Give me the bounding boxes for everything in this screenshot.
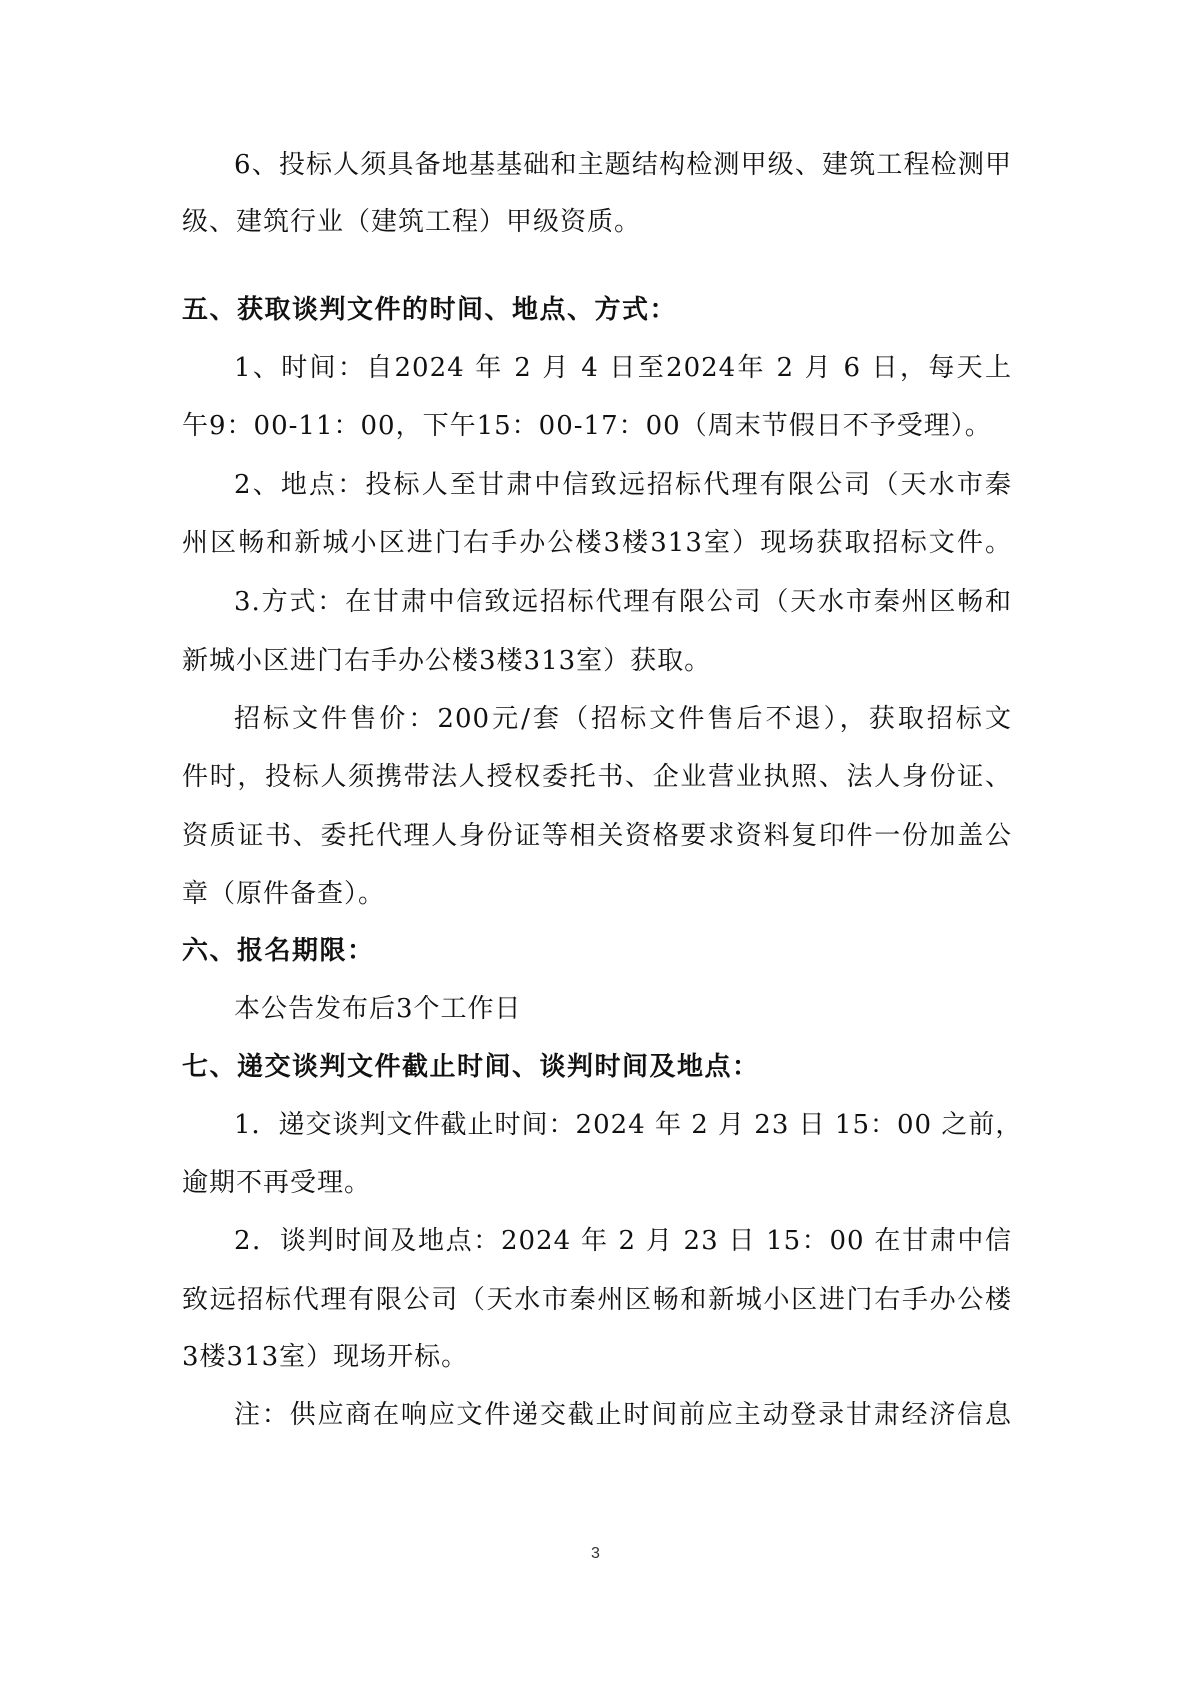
section-heading-7: 七、递交谈判文件截止时间、谈判时间及地点： — [182, 1052, 760, 1082]
paragraph-price-line-2: 件时，投标人须携带法人授权委托书、企业营业执照、法人身份证、 — [182, 762, 1012, 792]
section-heading-5: 五、获取谈判文件的时间、地点、方式： — [182, 295, 678, 325]
section-heading-6: 六、报名期限： — [182, 936, 375, 966]
paragraph-method-line-1: 3.方式：在甘肃中信致远招标代理有限公司（天水市秦州区畅和 — [234, 587, 1012, 617]
paragraph-note-line-1: 注：供应商在响应文件递交截止时间前应主动登录甘肃经济信息 — [234, 1400, 1012, 1430]
paragraph-registration-period: 本公告发布后3个工作日 — [234, 994, 522, 1024]
paragraph-deadline-line-2: 逾期不再受理。 — [182, 1168, 372, 1198]
paragraph-price-line-1: 招标文件售价：200元/套（招标文件售后不退），获取招标文 — [234, 704, 1012, 734]
paragraph-time-line-2: 午9：00-11：00，下午15：00-17：00（周末节假日不予受理）。 — [182, 411, 992, 441]
paragraph-qualification-line-2: 级、建筑行业（建筑工程）甲级资质。 — [182, 207, 642, 237]
paragraph-location-line-2: 州区畅和新城小区进门右手办公楼3楼313室）现场获取招标文件。 — [182, 528, 1012, 558]
paragraph-method-line-2: 新城小区进门右手办公楼3楼313室）获取。 — [182, 646, 712, 676]
paragraph-qualification-line-1: 6、投标人须具备地基基础和主题结构检测甲级、建筑工程检测甲 — [234, 150, 1012, 180]
paragraph-negotiation-line-2: 致远招标代理有限公司（天水市秦州区畅和新城小区进门右手办公楼 — [182, 1285, 1012, 1315]
paragraph-time-line-1: 1、时间：自2024 年 2 月 4 日至2024年 2 月 6 日，每天上 — [234, 353, 1012, 383]
paragraph-deadline-line-1: 1．递交谈判文件截止时间：2024 年 2 月 23 日 15：00 之前， — [234, 1110, 1023, 1140]
paragraph-price-line-4: 章（原件备查）。 — [182, 879, 386, 909]
paragraph-negotiation-line-3: 3楼313室）现场开标。 — [182, 1342, 469, 1372]
page-number: 3 — [591, 1545, 600, 1562]
paragraph-price-line-3: 资质证书、委托代理人身份证等相关资格要求资料复印件一份加盖公 — [182, 821, 1012, 851]
paragraph-location-line-1: 2、地点：投标人至甘肃中信致远招标代理有限公司（天水市秦 — [234, 470, 1012, 500]
paragraph-negotiation-line-1: 2．谈判时间及地点：2024 年 2 月 23 日 15：00 在甘肃中信 — [234, 1226, 1012, 1256]
